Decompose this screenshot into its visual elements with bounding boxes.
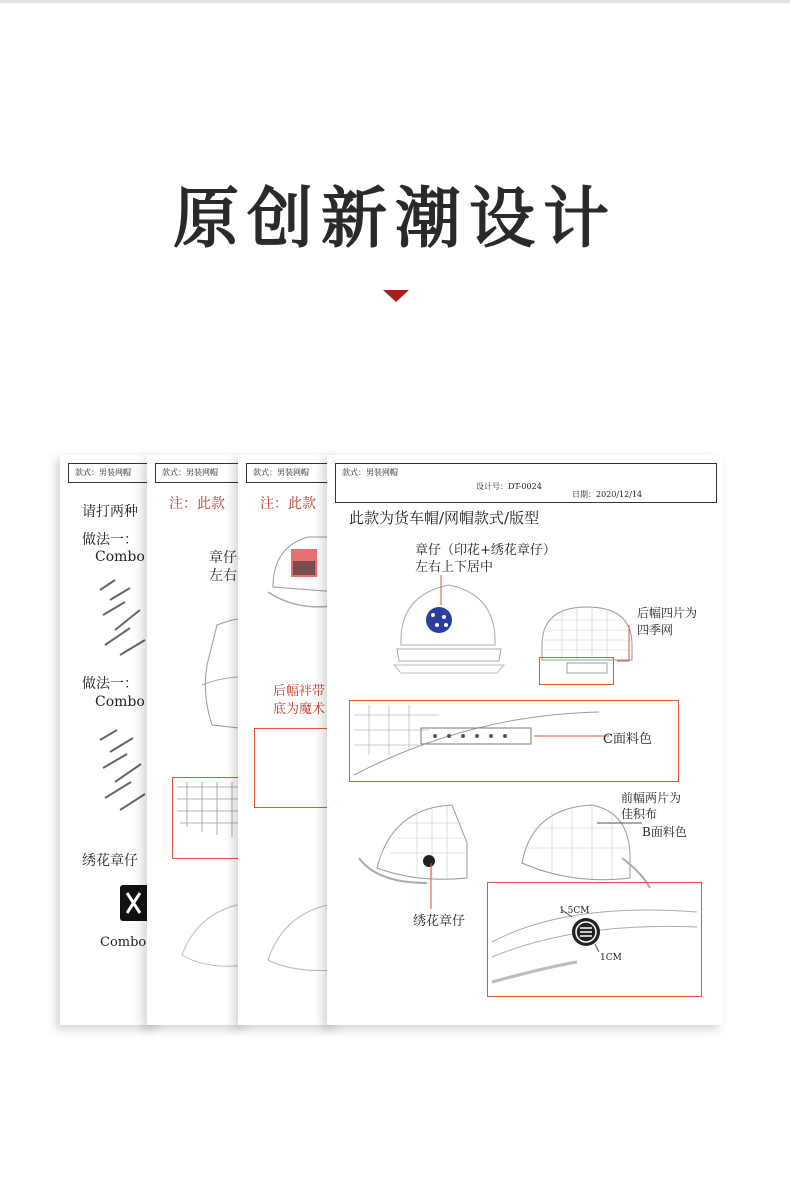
page-title: 原创新潮设计 — [173, 179, 617, 257]
down-arrow-icon — [383, 290, 409, 302]
header-date: 日期：2020/12/14 — [572, 490, 643, 499]
sheet-header — [335, 463, 717, 503]
patch-label: 绣花章仔 — [82, 853, 138, 869]
method-label: 做法一： — [82, 532, 138, 548]
strap-callout-box — [539, 657, 614, 685]
spec-sheet-2 — [147, 455, 247, 1025]
cap-side-drawing-left — [357, 803, 482, 893]
combo-label: Combo — [100, 935, 147, 950]
note-text: 注：此款 — [260, 496, 316, 512]
spec-sheet-4 — [327, 455, 723, 1025]
sheet-header: 款式：男装网帽 — [246, 463, 332, 483]
strap-note-line: 后幅袢带 — [273, 684, 326, 699]
combo-label: Combo — [95, 694, 145, 710]
front-panel-label: 前幅两片为 — [621, 791, 682, 805]
embroidered-patch-label: 绣花章仔 — [413, 914, 466, 929]
front-panel-label: 佳积布 — [621, 807, 658, 821]
b-fabric-label: B面料色 — [642, 825, 687, 839]
patch-detail-box — [487, 882, 702, 997]
patch-note-line: 章仔 — [209, 550, 237, 566]
patch-position-label: 章仔（印花+绣花章仔） — [415, 543, 556, 558]
sheet-header: 款式：男装网帽 — [68, 463, 154, 483]
header-style: 款式：男装网帽 — [342, 468, 398, 477]
logo-patch-icon — [120, 885, 150, 921]
patch-size-label: 1CM — [600, 953, 622, 963]
back-panel-label: 后幅四片为 — [637, 606, 698, 620]
combo-label: Combo — [95, 549, 145, 565]
top-divider — [0, 0, 790, 3]
mesh-detail-box — [172, 777, 247, 859]
patch-leader-line — [427, 863, 437, 911]
spec-sheet-1 — [60, 455, 160, 1025]
patch-size-label: 1.5CM — [559, 906, 590, 916]
spec-sheet-3 — [238, 455, 338, 1025]
sheet-title: 此款为货车帽/网帽款式/版型 — [349, 509, 540, 527]
strap-note-line: 底为魔术 — [273, 702, 326, 717]
patch-position-label: 左右上下居中 — [415, 560, 494, 575]
header-design-no: 设计号：DT-0024 — [476, 482, 542, 491]
method-label: 做法一： — [82, 676, 138, 692]
back-panel-label: 四季网 — [637, 623, 674, 637]
pattern-illustration — [95, 720, 155, 815]
sheet-header: 款式：男装网帽 — [155, 463, 241, 483]
c-fabric-label: C面料色 — [603, 732, 652, 747]
pattern-illustration — [95, 570, 155, 660]
strap-detail-box — [254, 728, 338, 808]
note-text: 注：此款 — [169, 496, 225, 512]
patch-note-line: 左右 — [209, 568, 237, 584]
cap-side-sketch — [177, 875, 247, 965]
instruction-text: 请打两种 — [82, 504, 138, 520]
cap-front-drawing — [389, 575, 509, 675]
